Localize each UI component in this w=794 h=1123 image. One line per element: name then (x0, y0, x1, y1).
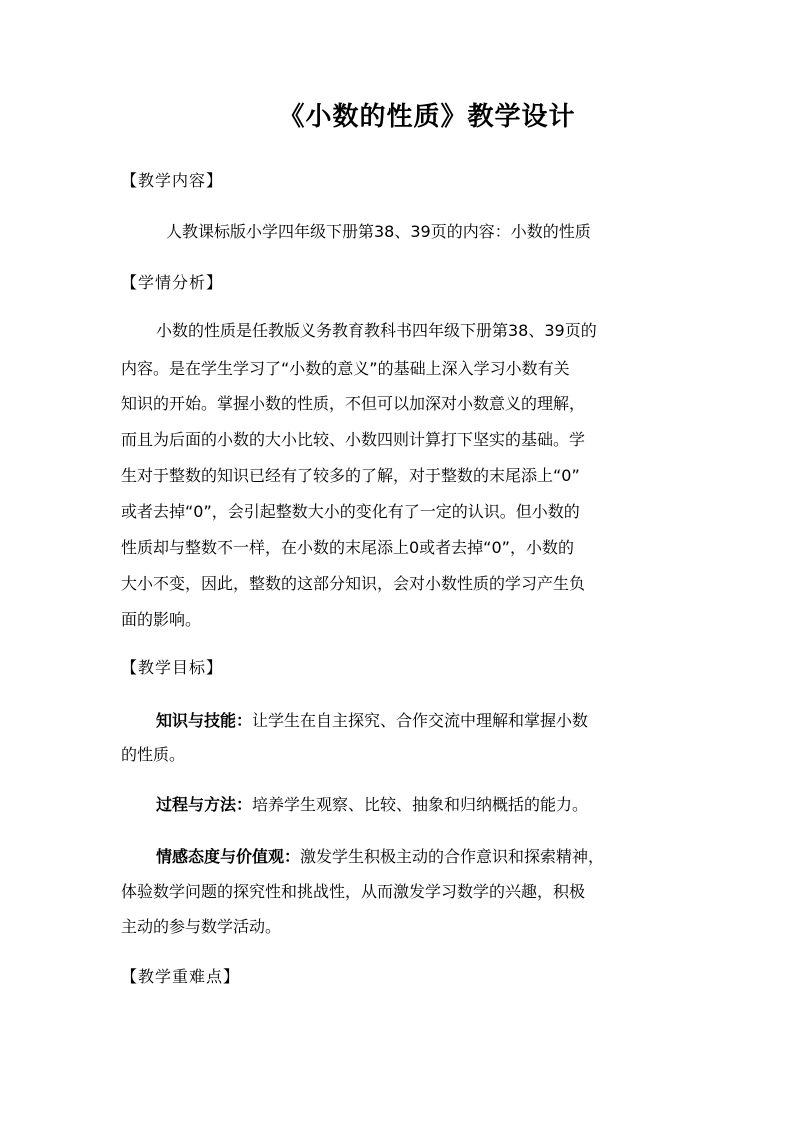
goal-knowledge (156, 708, 588, 731)
goal-process-label: 过程与方法： (156, 795, 253, 814)
heading-learning-analysis: 【学情分析】 (121, 273, 224, 292)
heading-teaching-goals: 【教学目标】 (121, 658, 224, 677)
document-title: 《小数的性质》教学设计 (278, 102, 576, 132)
analysis-line: 性质却与整数不一样，在小数的末尾添上0或者去掉“0”，小数的 (121, 538, 574, 557)
goal-knowledge-cont: 的性质。 (121, 745, 186, 764)
goal-emotion (156, 844, 604, 867)
goal-emotion-text: 激发学生积极主动的合作意识和探索精神， (300, 847, 605, 866)
teaching-content-text: 人教课标版小学四年级下册第38、39页的内容：小数的性质 (166, 222, 591, 241)
analysis-line: 知识的开始。掌握小数的性质，不但可以加深对小数意义的理解， (121, 394, 586, 413)
analysis-line: 生对于整数的知识已经有了较多的了解，对于整数的末尾添上“0” (121, 466, 580, 485)
goal-process (156, 792, 588, 815)
analysis-line: 内容。是在学生学习了“小数的意义”的基础上深入学习小数有关 (121, 359, 570, 378)
goal-knowledge-label: 知识与技能： (156, 711, 253, 730)
heading-teaching-content: 【教学内容】 (121, 171, 224, 190)
analysis-line: 面的影响。 (121, 610, 202, 629)
analysis-line: 小数的性质是任教版义务教育教科书四年级下册第38、39页的 (156, 321, 597, 340)
analysis-line: 或者去掉“0”，会引起整数大小的变化有了一定的认识。但小数的 (121, 502, 580, 521)
goal-process-text: 培养学生观察、比较、抽象和归纳概括的能力。 (252, 795, 589, 814)
analysis-line: 而且为后面的小数的大小比较、小数四则计算打下坚实的基础。学 (121, 430, 586, 449)
goal-knowledge-text: 让学生在自主探究、合作交流中理解和掌握小数 (252, 711, 589, 730)
goal-emotion-cont: 主动的参与数学活动。 (121, 917, 282, 936)
goal-emotion-cont: 体验数学问题的探究性和挑战性，从而激发学习数学的兴趣，积极 (121, 882, 586, 901)
heading-key-difficulties: 【教学重难点】 (121, 967, 241, 986)
analysis-line: 大小不变，因此，整数的这部分知识，会对小数性质的学习产生负 (121, 574, 586, 593)
goal-emotion-label: 情感态度与价值观： (156, 847, 301, 866)
